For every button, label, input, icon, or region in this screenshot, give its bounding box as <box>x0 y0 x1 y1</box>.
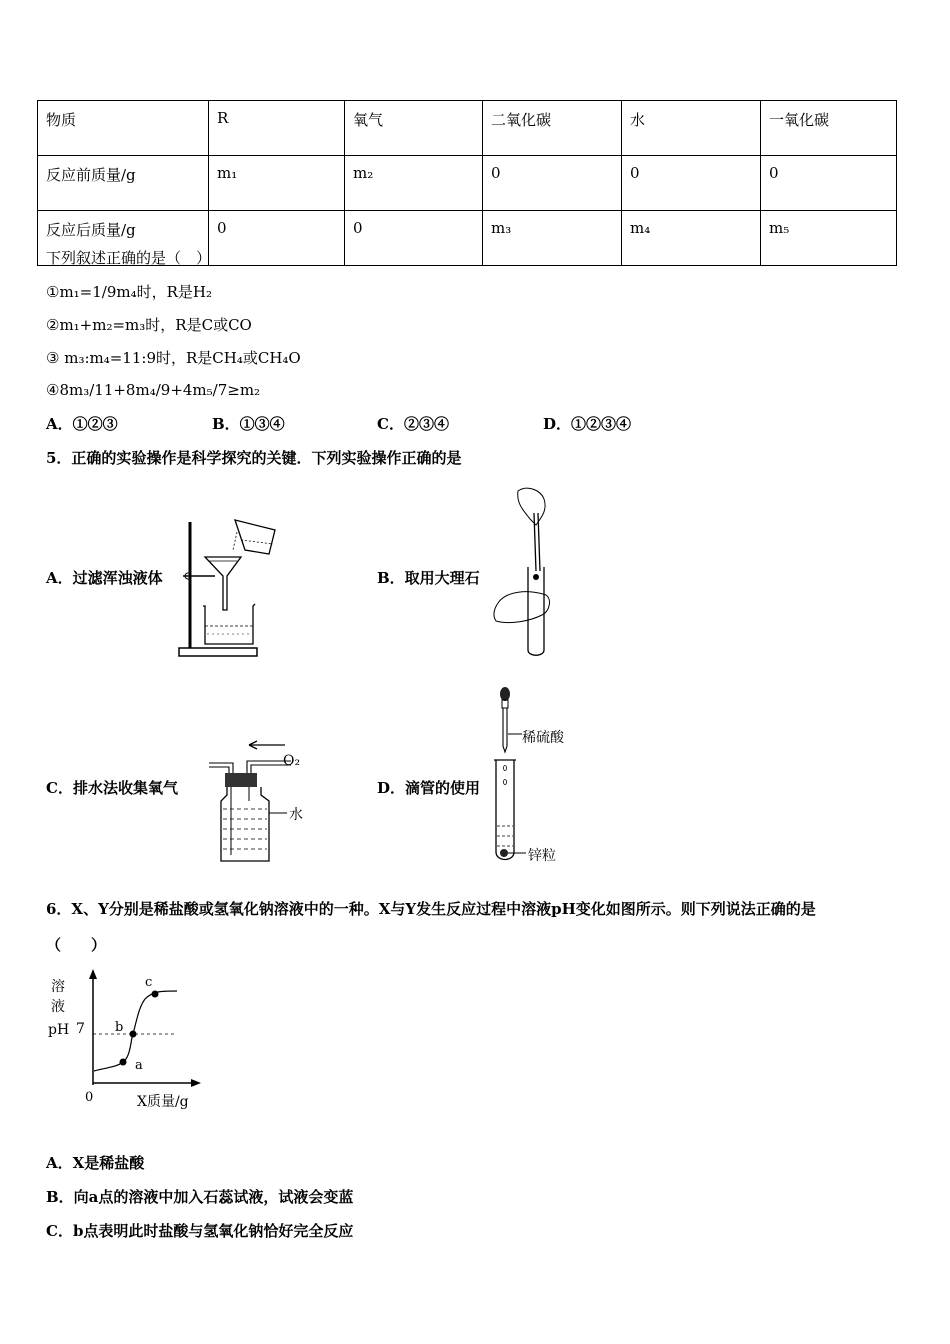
dropper-test-tube-diagram <box>488 686 528 864</box>
chart-origin-label: 0 <box>85 1090 94 1105</box>
chart-point-label-b: b <box>115 1020 124 1035</box>
o2-label: O₂ <box>283 753 301 769</box>
chart-y-axis-arrow <box>89 969 97 979</box>
q4-prompt: 下列叙述正确的是（ ） <box>46 249 212 267</box>
table-header-cell: 一氧化碳 <box>761 101 897 156</box>
chart-ylabel-ph: pH <box>48 1022 70 1038</box>
table-cell: 0 <box>761 156 897 211</box>
table-cell: 0 <box>345 211 483 266</box>
table-row <box>38 156 897 211</box>
ph-curve-chart <box>45 965 210 1110</box>
chart-point-label-c: c <box>145 975 153 990</box>
zinc-label: 锌粒 <box>528 848 556 864</box>
table-row-label: 反应后质量/g <box>38 211 209 266</box>
chart-point-c <box>152 991 159 998</box>
table-header-cell: R <box>209 101 345 156</box>
chart-x-axis-arrow <box>191 1079 201 1087</box>
table-cell: 0 <box>209 211 345 266</box>
q4-statement-2: ②m₁+m₂=m₃时，R是C或CO <box>46 316 252 334</box>
chart-point-b <box>130 1031 137 1038</box>
q5-option-d: D．滴管的使用 <box>377 779 481 797</box>
q4-option-b: B．①③④ <box>212 415 285 433</box>
table-cell: 0 <box>483 156 622 211</box>
q6-option-c: C．b点表明此时盐酸与氢氧化钠恰好完全反应 <box>46 1222 354 1240</box>
chart-y-tick-label: 7 <box>76 1021 85 1037</box>
chart-ylabel-char: 溶 <box>51 979 65 995</box>
table-row-label: 反应前质量/g <box>38 156 209 211</box>
table-cell: m₂ <box>345 156 483 211</box>
table-cell: m₅ <box>761 211 897 266</box>
water-label: 水 <box>289 807 303 823</box>
q4-statement-3: ③ m₃:m₄=11:9时，R是CH₄或CH₄O <box>46 349 301 367</box>
q4-statement-1: ①m₁=1/9m₄时，R是H₂ <box>46 283 213 301</box>
table-header-cell: 物质 <box>38 101 209 156</box>
chart-xlabel: X质量/g <box>137 1094 189 1110</box>
q5-stem: 5．正确的实验操作是科学探究的关键．下列实验操作正确的是 <box>46 449 462 467</box>
table-cell: m₃ <box>483 211 622 266</box>
table-header-cell: 二氧化碳 <box>483 101 622 156</box>
chart-ylabel-char: 液 <box>51 999 65 1015</box>
q6-paren: （ ） <box>46 936 107 954</box>
table-cell: m₁ <box>209 156 345 211</box>
acid-label: 稀硫酸 <box>522 730 564 746</box>
q6-option-a: A．X是稀盐酸 <box>46 1154 145 1172</box>
q5-option-b: B．取用大理石 <box>377 569 480 587</box>
table-header-cell: 氧气 <box>345 101 483 156</box>
filtration-apparatus-diagram <box>175 510 285 662</box>
marble-test-tube-diagram <box>490 485 560 660</box>
q6-option-b: B．向a点的溶液中加入石蕊试液，试液会变蓝 <box>46 1188 354 1206</box>
table-cell: 0 <box>622 156 761 211</box>
q4-statement-4: ④8m₃/11+8m₄/9+4m₅/7≥m₂ <box>46 381 261 399</box>
reaction-table <box>37 100 897 266</box>
q4-option-c: C．②③④ <box>377 415 449 433</box>
q5-option-c: C．排水法收集氧气 <box>46 779 178 797</box>
chart-point-label-a: a <box>135 1058 143 1073</box>
table-header-row <box>38 101 897 156</box>
table-cell: m₄ <box>622 211 761 266</box>
table-header-cell: 水 <box>622 101 761 156</box>
q6-stem: 6．X、Y分别是稀盐酸或氢氧化钠溶液中的一种。X与Y发生反应过程中溶液pH变化如图所示。则下列说法正确的是 <box>46 900 816 918</box>
q4-option-a: A．①②③ <box>46 415 118 433</box>
q5-option-a: A．过滤浑浊液体 <box>46 569 163 587</box>
chart-point-a <box>120 1059 127 1066</box>
q4-option-d: D．①②③④ <box>543 415 632 433</box>
